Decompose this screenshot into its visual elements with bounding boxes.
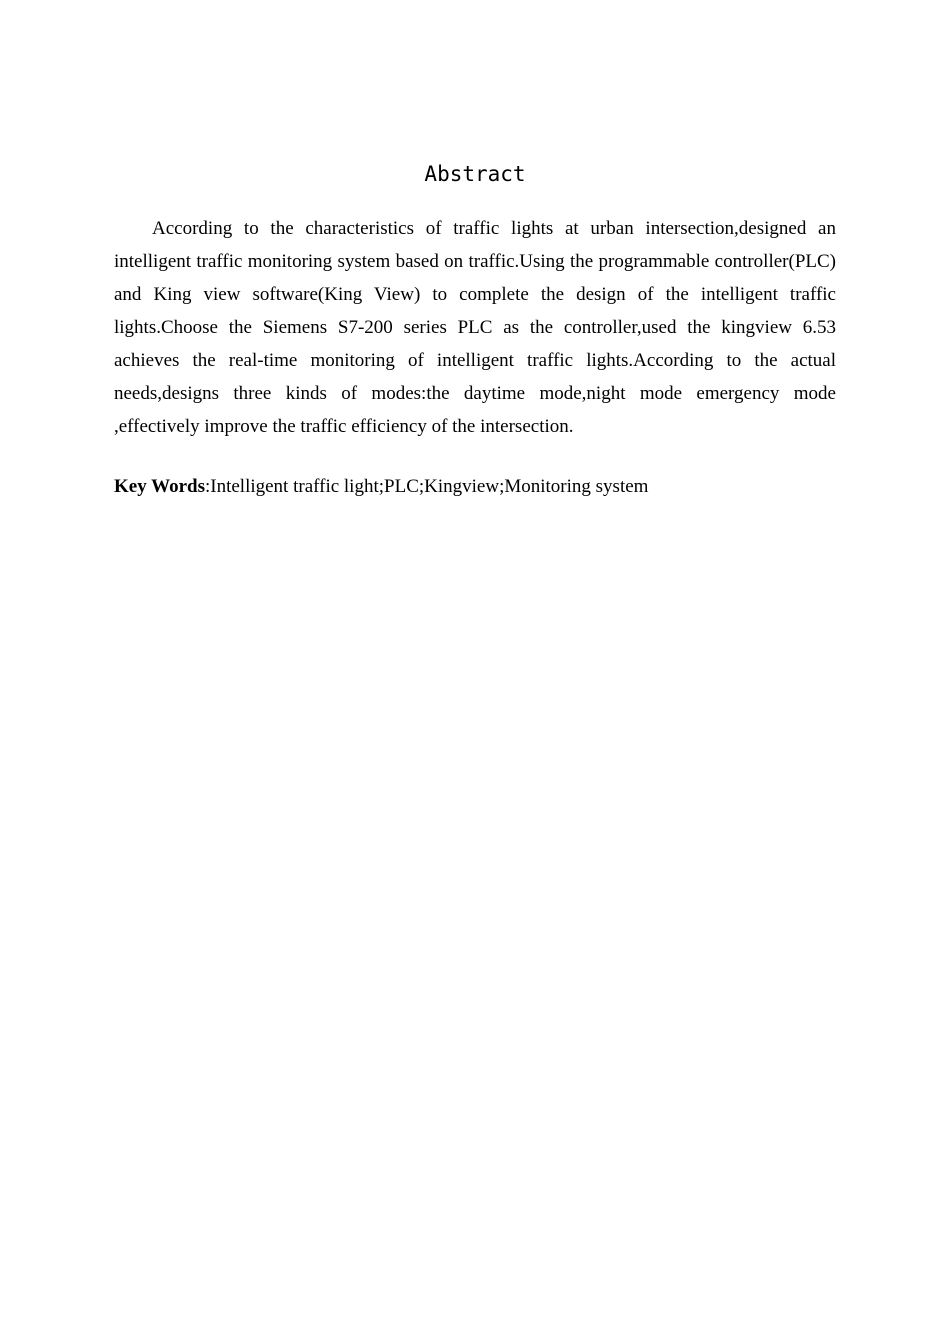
keywords-label: Key Words: [114, 476, 205, 497]
abstract-title: Abstract: [424, 162, 526, 186]
keywords-text: Intelligent traffic light;PLC;Kingview;Monitoring system: [210, 476, 649, 497]
abstract-paragraph: According to the characteristics of traffic lights at urban intersection,designed an intelligent traffic monitoring system based on traffic.Using the programmable controller(PLC) and King view software(King View) to complete the design of the intelligent traffic lights.Choose the Siemens S7-200 series PLC as the controller,used the kingview 6.53 achieves the real-time monitoring of intelligent traffic lights.According to the actual needs,designs three kinds of modes:the daytime mode,night mode emergency mode ,effectively improve the traffic efficiency of the intersection.: [114, 218, 836, 437]
keywords-separator: :: [204, 476, 211, 497]
keywords-line: [114, 472, 836, 502]
